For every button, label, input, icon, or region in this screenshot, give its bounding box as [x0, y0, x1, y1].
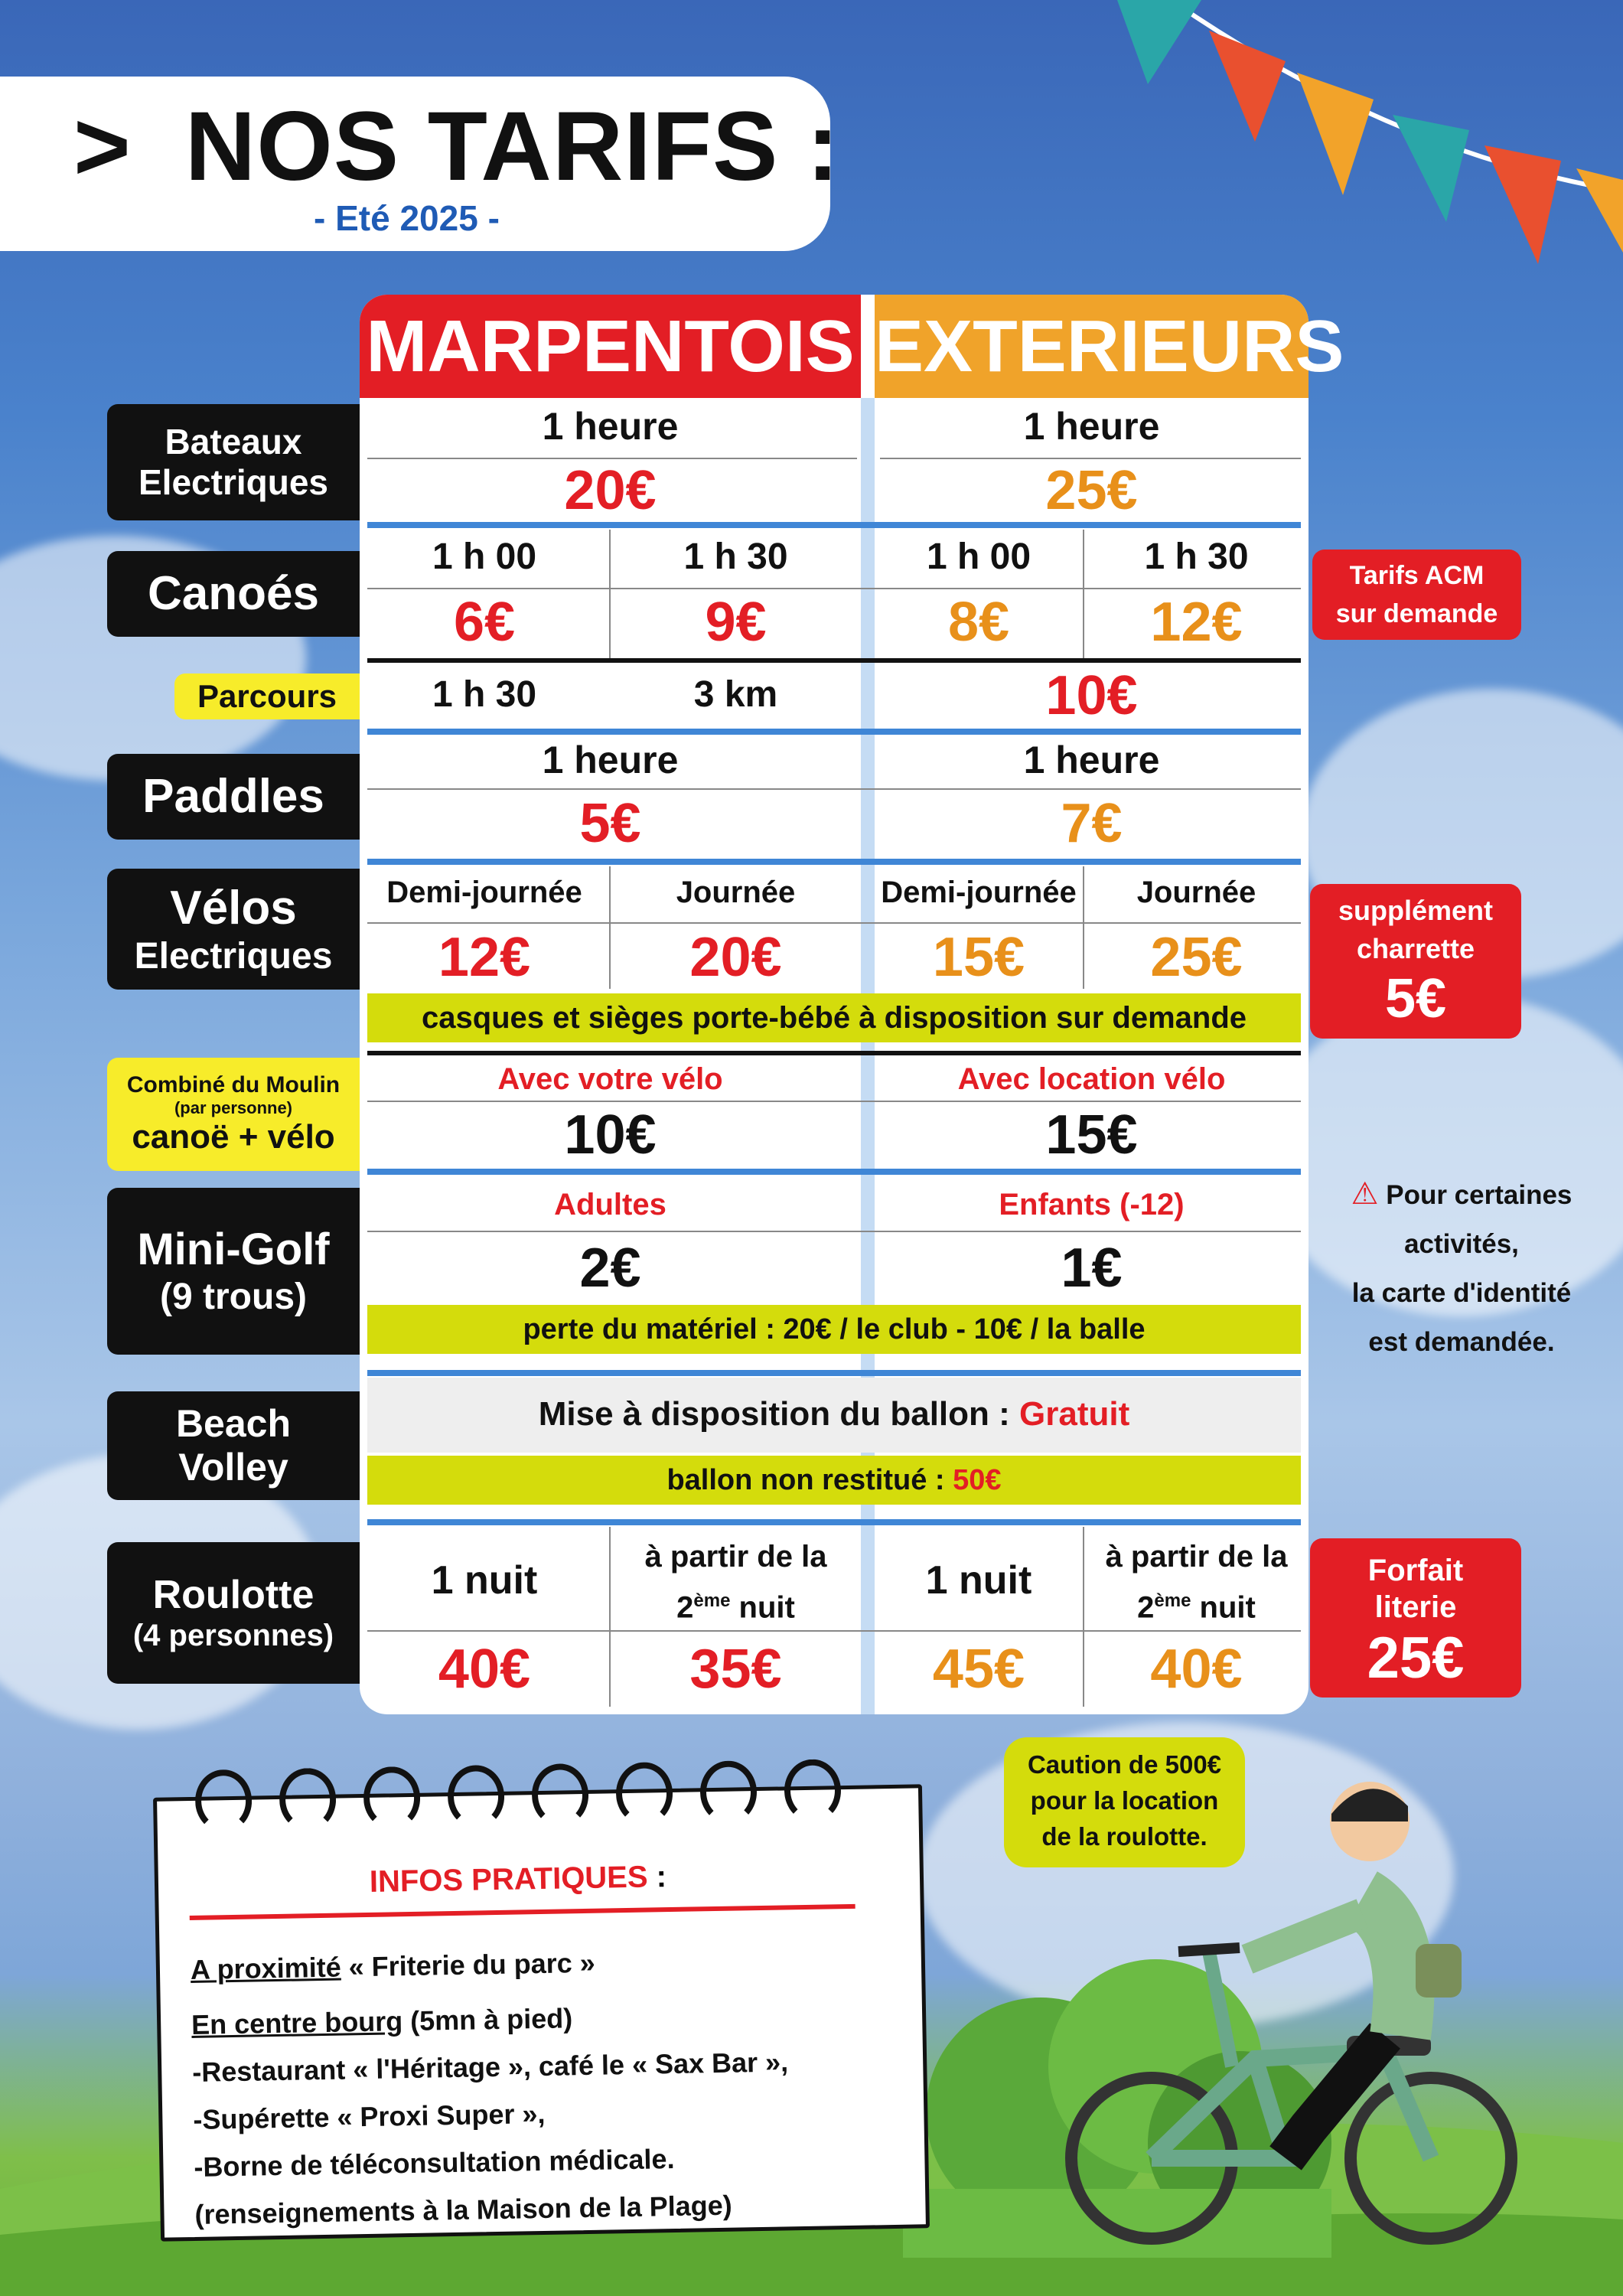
combine-e-label: Avec location vélo	[957, 1062, 1226, 1096]
minigolf-m-price: 2€	[579, 1238, 641, 1299]
velos-m-day: Journée	[676, 876, 796, 909]
spiral-ring	[447, 1765, 504, 1828]
beach-note: ballon non restitué : 50€	[367, 1456, 1301, 1505]
row-divider	[367, 859, 1301, 865]
infos-list: A proximité « Friterie du parc » En centre bourg (5mn à pied) -Restaurant « l'Héritage », café le « Sax Bar », -Supérette « Proxi Super », -Borne de téléconsultation médicale. (renseignements à la Maison de la Plage)	[190, 1946, 789, 2230]
beach-text: Mise à disposition du ballon : Gratuit	[538, 1395, 1130, 1433]
row-divider	[367, 1051, 1301, 1055]
paddles-m-duration: 1 heure	[542, 739, 679, 781]
row-label-parcours: Parcours	[174, 673, 360, 719]
row-label-roulotte: Roulotte (4 personnes)	[107, 1542, 360, 1684]
row-divider	[367, 1519, 1301, 1525]
spiral-ring	[784, 1759, 841, 1822]
velos-m-day-price: 20€	[689, 927, 782, 988]
spiral-ring	[363, 1766, 420, 1830]
spiral-ring	[531, 1763, 588, 1827]
combine-e-price: 15€	[1045, 1104, 1138, 1166]
combine-m-label: Avec votre vélo	[497, 1062, 723, 1096]
page-title: > NOS TARIFS :	[73, 92, 840, 201]
divider	[367, 1630, 1301, 1632]
divider	[367, 922, 1301, 924]
parcours-price: 10€	[1045, 665, 1138, 726]
combine-m-price: 10€	[564, 1104, 657, 1166]
acm-badge: Tarifs ACM sur demande	[1312, 550, 1521, 640]
divider	[367, 1231, 1301, 1232]
bateaux-m-price: 20€	[564, 460, 657, 521]
row-label-minigolf: Mini-Golf (9 trous)	[107, 1188, 360, 1355]
title-underline	[190, 1904, 855, 1920]
canoes-e-price2: 12€	[1150, 592, 1243, 653]
spiral-ring	[699, 1760, 757, 1824]
season-label: - Eté 2025 -	[314, 198, 500, 238]
row-divider	[367, 522, 1301, 528]
velos-m-half: Demi-journée	[386, 876, 582, 909]
infos-notepad	[153, 1784, 930, 2241]
paddles-m-price: 5€	[579, 793, 641, 854]
velos-e-half-price: 15€	[932, 927, 1025, 988]
charrette-badge: supplément charrette 5€	[1310, 884, 1521, 1039]
infos-title: INFOS PRATIQUES :	[369, 1860, 667, 1899]
minigolf-m-label: Adultes	[554, 1188, 666, 1221]
spiral-ring	[194, 1769, 252, 1833]
velos-m-half-price: 12€	[438, 927, 531, 988]
warning-icon: ⚠	[1351, 1177, 1379, 1211]
canoes-m-d2: 1 h 30	[683, 536, 788, 577]
paddles-e-price: 7€	[1061, 793, 1123, 854]
literie-badge: Forfait literie 25€	[1310, 1538, 1521, 1698]
row-label-bateaux: Bateaux Electriques	[107, 404, 360, 520]
roulotte-m-night1: 1 nuit	[431, 1558, 538, 1603]
row-divider	[367, 729, 1301, 735]
arrow-icon: >	[73, 92, 132, 201]
row-divider	[367, 1169, 1301, 1175]
minigolf-e-label: Enfants (-12)	[999, 1188, 1185, 1221]
caution-note: Caution de 500€ pour la location de la roulotte.	[1004, 1737, 1245, 1867]
roulotte-m-from: à partir de la 2ème nuit	[644, 1540, 827, 1625]
parcours-duration: 1 h 30	[432, 674, 537, 715]
bunting-decoration	[1102, 0, 1623, 291]
cyclist-illustration	[1056, 1760, 1546, 2250]
canoes-m-price2: 9€	[705, 592, 767, 653]
column-separator	[861, 398, 875, 1714]
row-divider	[367, 1370, 1301, 1376]
roulotte-m-price1: 40€	[438, 1639, 531, 1700]
row-label-velos: Vélos Electriques	[107, 869, 360, 990]
canoes-m-price1: 6€	[453, 592, 516, 653]
canoes-e-price1: 8€	[947, 592, 1010, 653]
divider	[367, 1101, 1301, 1102]
roulotte-e-from: à partir de la 2ème nuit	[1105, 1540, 1288, 1625]
roulotte-m-price2: 35€	[689, 1639, 782, 1700]
roulotte-e-price1: 45€	[932, 1639, 1025, 1700]
spiral-ring	[279, 1768, 336, 1831]
canoes-m-d1: 1 h 00	[432, 536, 537, 577]
velos-e-day-price: 25€	[1150, 927, 1243, 988]
column-header-marpentois: MARPENTOIS	[360, 295, 861, 398]
row-label-paddles: Paddles	[107, 754, 360, 840]
row-label-beach-volley: Beach Volley	[107, 1391, 360, 1500]
row-divider	[367, 658, 1301, 663]
paddles-e-duration: 1 heure	[1023, 739, 1160, 781]
roulotte-e-price2: 40€	[1150, 1639, 1243, 1700]
minigolf-e-price: 1€	[1061, 1238, 1123, 1299]
bateaux-m-duration: 1 heure	[542, 405, 679, 448]
id-warning: ⚠ Pour certaines activités, la carte d'identité est demandée.	[1351, 1177, 1572, 1357]
bateaux-e-duration: 1 heure	[1023, 405, 1160, 448]
row-label-combine: Combiné du Moulin (par personne) canoë + vélo	[107, 1058, 360, 1171]
spiral-ring	[615, 1762, 673, 1825]
minigolf-note: perte du matériel : 20€ / le club - 10€ / la balle	[367, 1305, 1301, 1354]
velos-e-day: Journée	[1136, 876, 1256, 909]
canoes-e-d2: 1 h 30	[1144, 536, 1249, 577]
divider	[367, 788, 1301, 790]
row-label-canoes: Canoés	[107, 551, 360, 637]
column-header-exterieurs: EXTERIEURS	[875, 295, 1309, 398]
velos-e-half: Demi-journée	[881, 876, 1077, 909]
velos-note: casques et sièges porte-bébé à disposition sur demande	[367, 993, 1301, 1042]
canoes-e-d1: 1 h 00	[926, 536, 1031, 577]
bateaux-e-price: 25€	[1045, 460, 1138, 521]
parcours-distance: 3 km	[693, 674, 778, 715]
divider	[367, 588, 1301, 589]
roulotte-e-night1: 1 nuit	[925, 1558, 1032, 1603]
